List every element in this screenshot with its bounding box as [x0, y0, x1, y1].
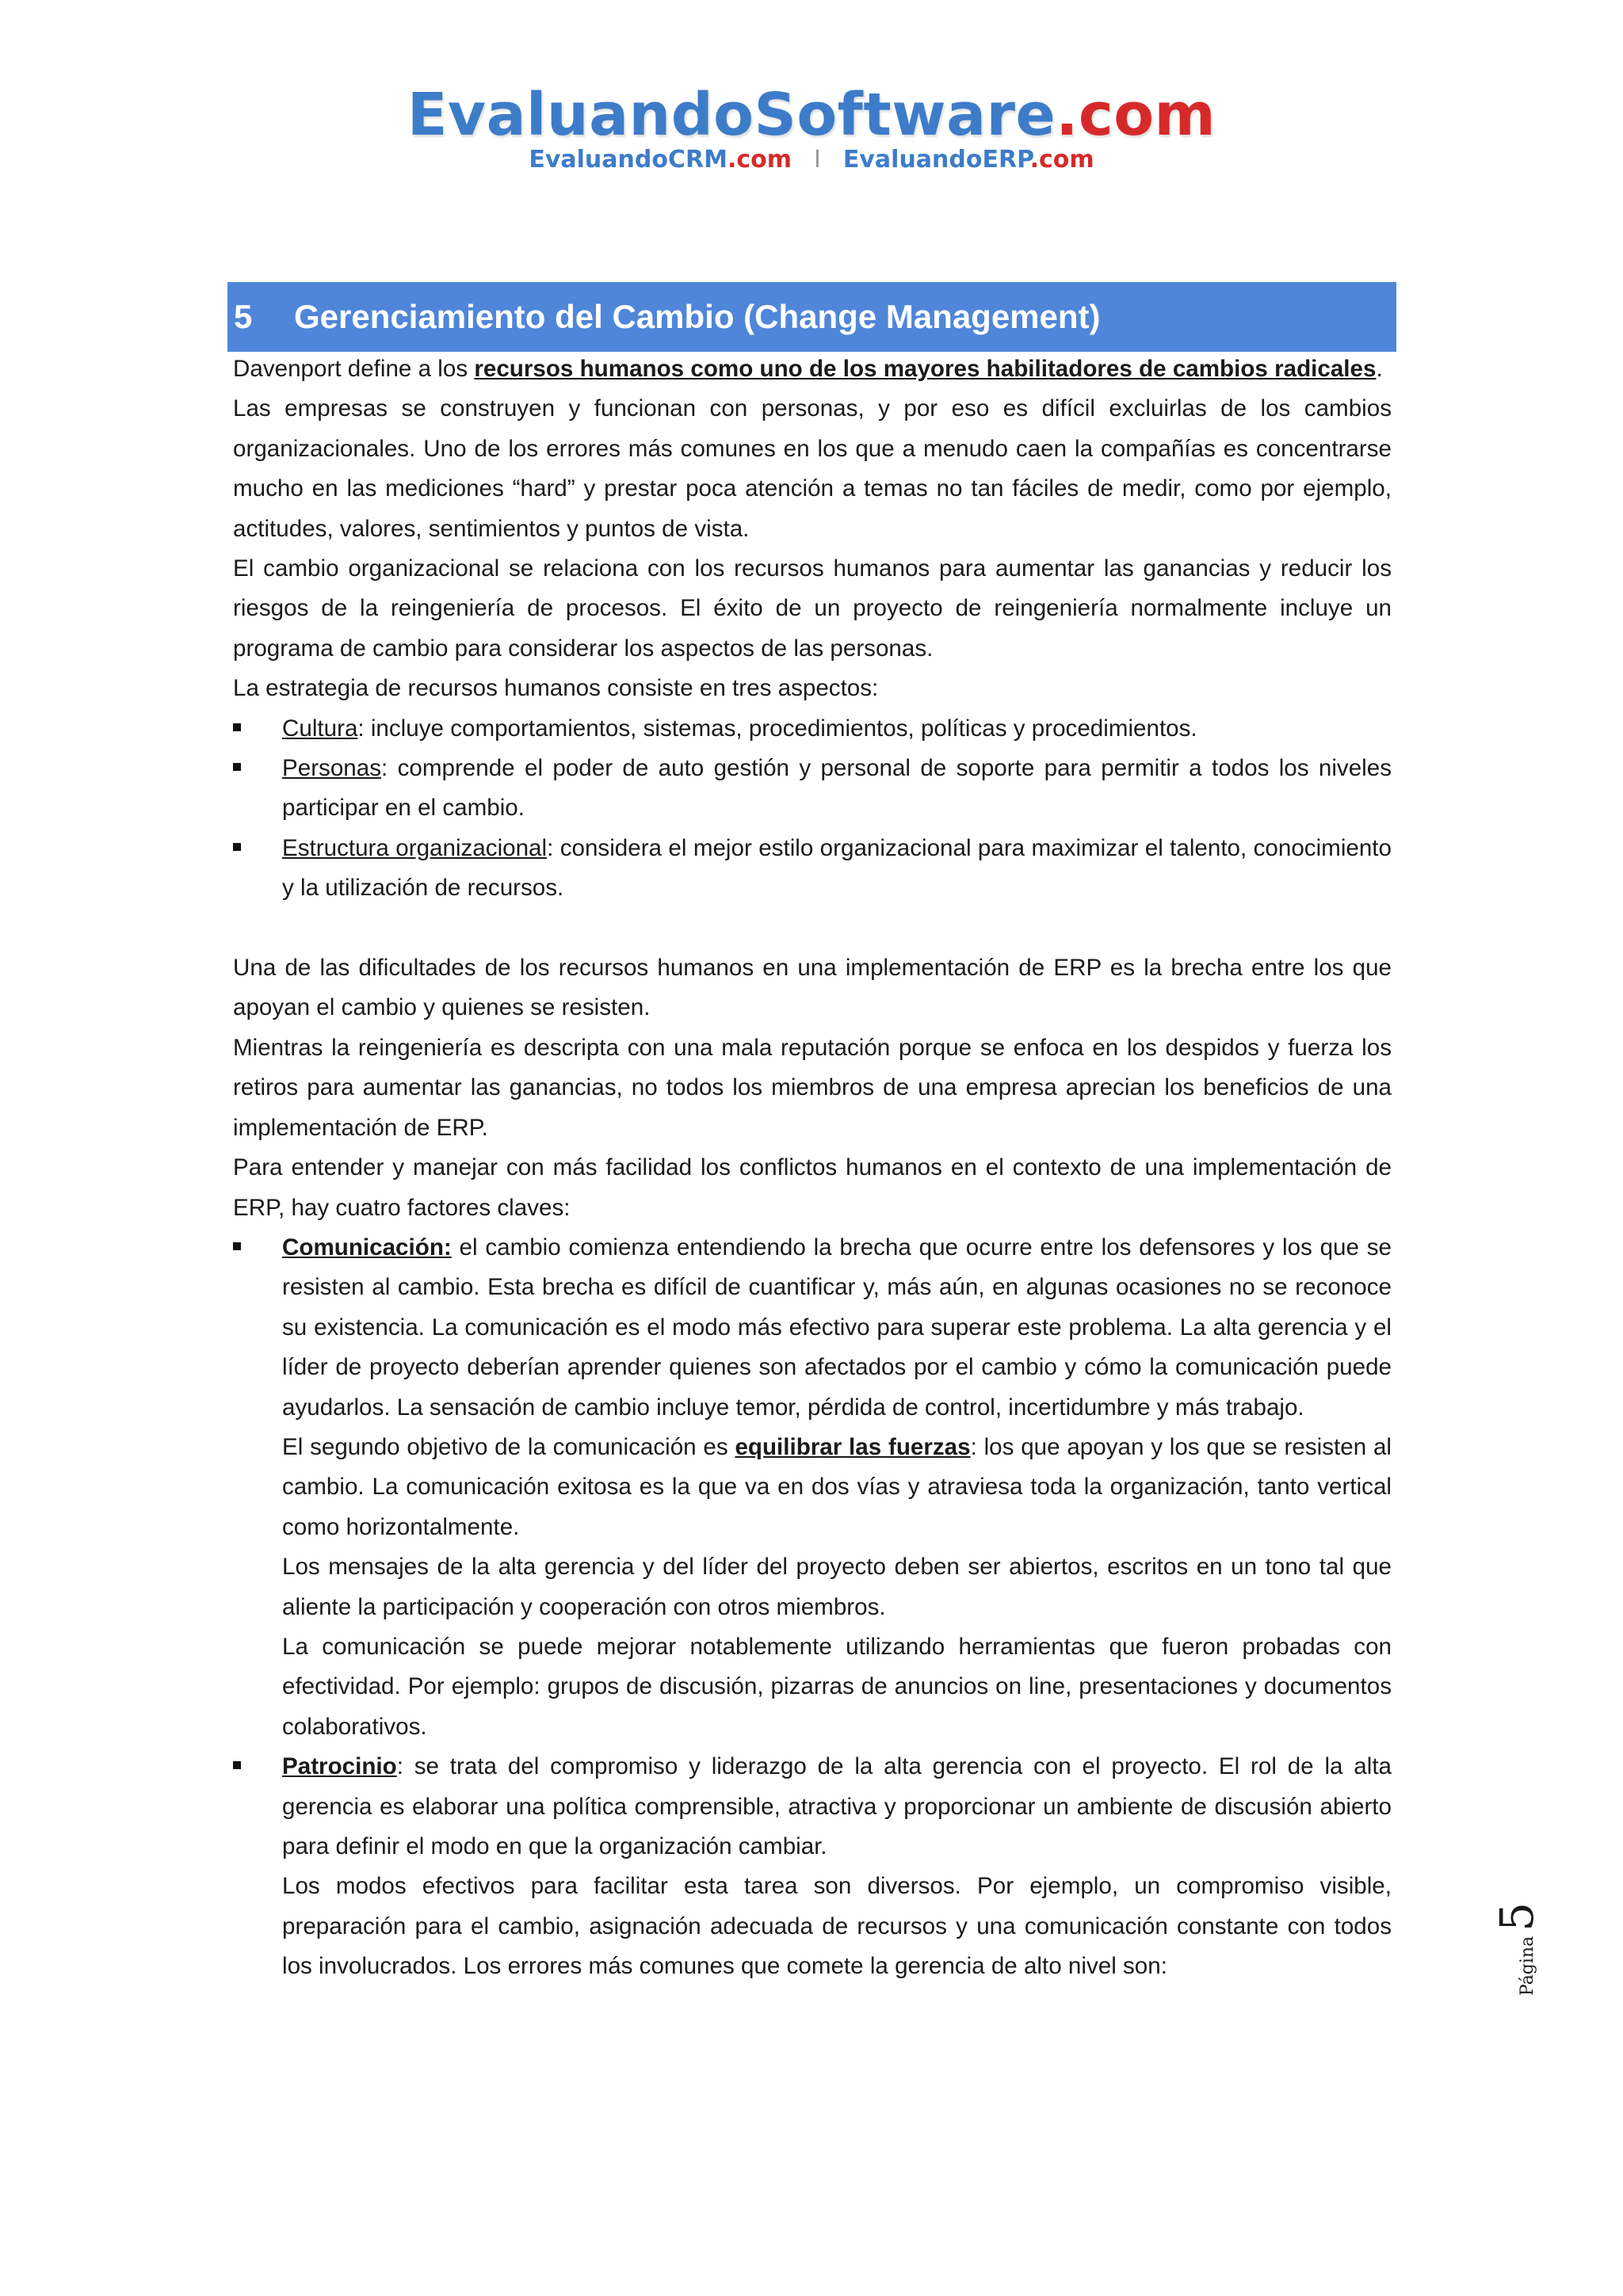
site-logo [0, 79, 1623, 174]
paragraph: El cambio organizacional se relaciona con los recursos humanos para aumentar las ganancias y reducir los riesgos de la reingeniería de procesos. El éxito de un proyecto de reingeniería normalmente incluye un programa de cambio para considerar los aspectos de las personas. [233, 555, 1392, 662]
page-number-value: 5 [1490, 1901, 1544, 1932]
section-number: 5 [234, 298, 253, 335]
list-item-comunicacion: Comunicación: el cambio comienza entendiendo la brecha que ocurre entre los defensores y los que se resisten al cambio. Esta brecha es difícil de cuantificar y, más aún, en algunas ocasiones no se reconoce su existencia. La comunicación es el modo más efectivo para superar este problema. La alta gerencia y el líder de proyecto deberían aprender quienes son afectados por el cambio y cómo la comunicación puede ayudarlos. La sensación de cambio incluye temor, pérdida de control, incertidumbre y más trabajo. El segundo objetivo de la comunicación es equilibrar las fuerzas: los que apoyan y los que se resisten al cambio. La comunicación exitosa es la que va en dos vías y atraviesa toda la organización, tanto vertical como horizontalmente. Los mensajes de la alta gerencia y del líder del proyecto deben ser abiertos, escritos en un tono tal que aliente la participación y cooperación con otros miembros. La comunicación se puede mejorar notablemente utilizando herramientas que fueron probadas con efectividad. Por ejemplo: grupos de discusión, pizarras de anuncios on line, presentaciones y documentos colaborativos. [233, 1228, 1392, 1747]
paragraph: Para entender y manejar con más facilidad los conflictos humanos en el contexto de una implementación de ERP, hay cuatro factores claves: [233, 1154, 1392, 1221]
paragraph-spacer [233, 909, 1392, 948]
paragraph: Mientras la reingeniería es descripta con una mala reputación porque se enfoca en los despidos y fuerza los retiros para aumentar las ganancias, no todos los miembros de una empresa aprecian los beneficios de una implementación de ERP. [233, 1034, 1392, 1141]
list-item-personas: Personas: comprende el poder de auto gestión y personal de soporte para permitir a todos los niveles participar en el cambio. [233, 749, 1392, 829]
list-item-estructura: Estructura organizacional: considera el mejor estilo organizacional para maximizar el talento, conocimiento y la utilización de recursos. [233, 829, 1392, 909]
logo-subtitle: EvaluandoCRM.com I EvaluandoERP.com [529, 146, 1094, 174]
document-body [233, 349, 1392, 1987]
emphasis-equilibrar: equilibrar las fuerzas [735, 1433, 971, 1460]
intro-emphasis: recursos humanos como uno de los mayores habilitadores de cambios radicales [474, 356, 1377, 382]
section-title: Gerenciamiento del Cambio (Change Management) [294, 298, 1101, 335]
logo-main-text: EvaluandoSoftware.com [407, 81, 1216, 149]
page-number [1490, 1901, 1553, 1997]
paragraph: Una de las dificultades de los recursos humanos en una implementación de ERP es la brecha entre los que apoyan el cambio y quienes se resisten. [233, 955, 1392, 1021]
paragraph: Las empresas se construyen y funcionan con personas, y por eso es difícil excluirlas de los cambios organizacionales. Uno de los errores más comunes en los que a menudo caen la compañías es concentrarse mucho en las mediciones “hard” y prestar poca atención a temas no tan fáciles de medir, como por ejemplo, actitudes, valores, sentimientos y puntos de vista. [233, 395, 1392, 542]
list-item-cultura: Cultura: incluye comportamientos, sistemas, procedimientos, políticas y procedimientos. [233, 709, 1392, 749]
section-heading [227, 282, 1396, 352]
page-label: Página [1518, 1936, 1537, 1997]
paragraph: La estrategia de recursos humanos consiste en tres aspectos: [233, 675, 879, 702]
list-item-patrocinio: Patrocinio: se trata del compromiso y liderazgo de la alta gerencia con el proyecto. El rol de la alta gerencia es elaborar una política comprensible, atractiva y proporcionar un ambiente de discusión abierto para definir el modo en que la organización cambiar. Los modos efectivos para facilitar esta tarea son diversos. Por ejemplo, un compromiso visible, preparación para el cambio, asignación adecuada de recursos y una comunicación constante con todos los involucrados. Los errores más comunes que comete la gerencia de alto nivel son: [233, 1747, 1392, 1986]
intro-paragraph: Davenport define a los recursos humanos como uno de los mayores habilitadores de cambios radicales. [233, 356, 1383, 382]
